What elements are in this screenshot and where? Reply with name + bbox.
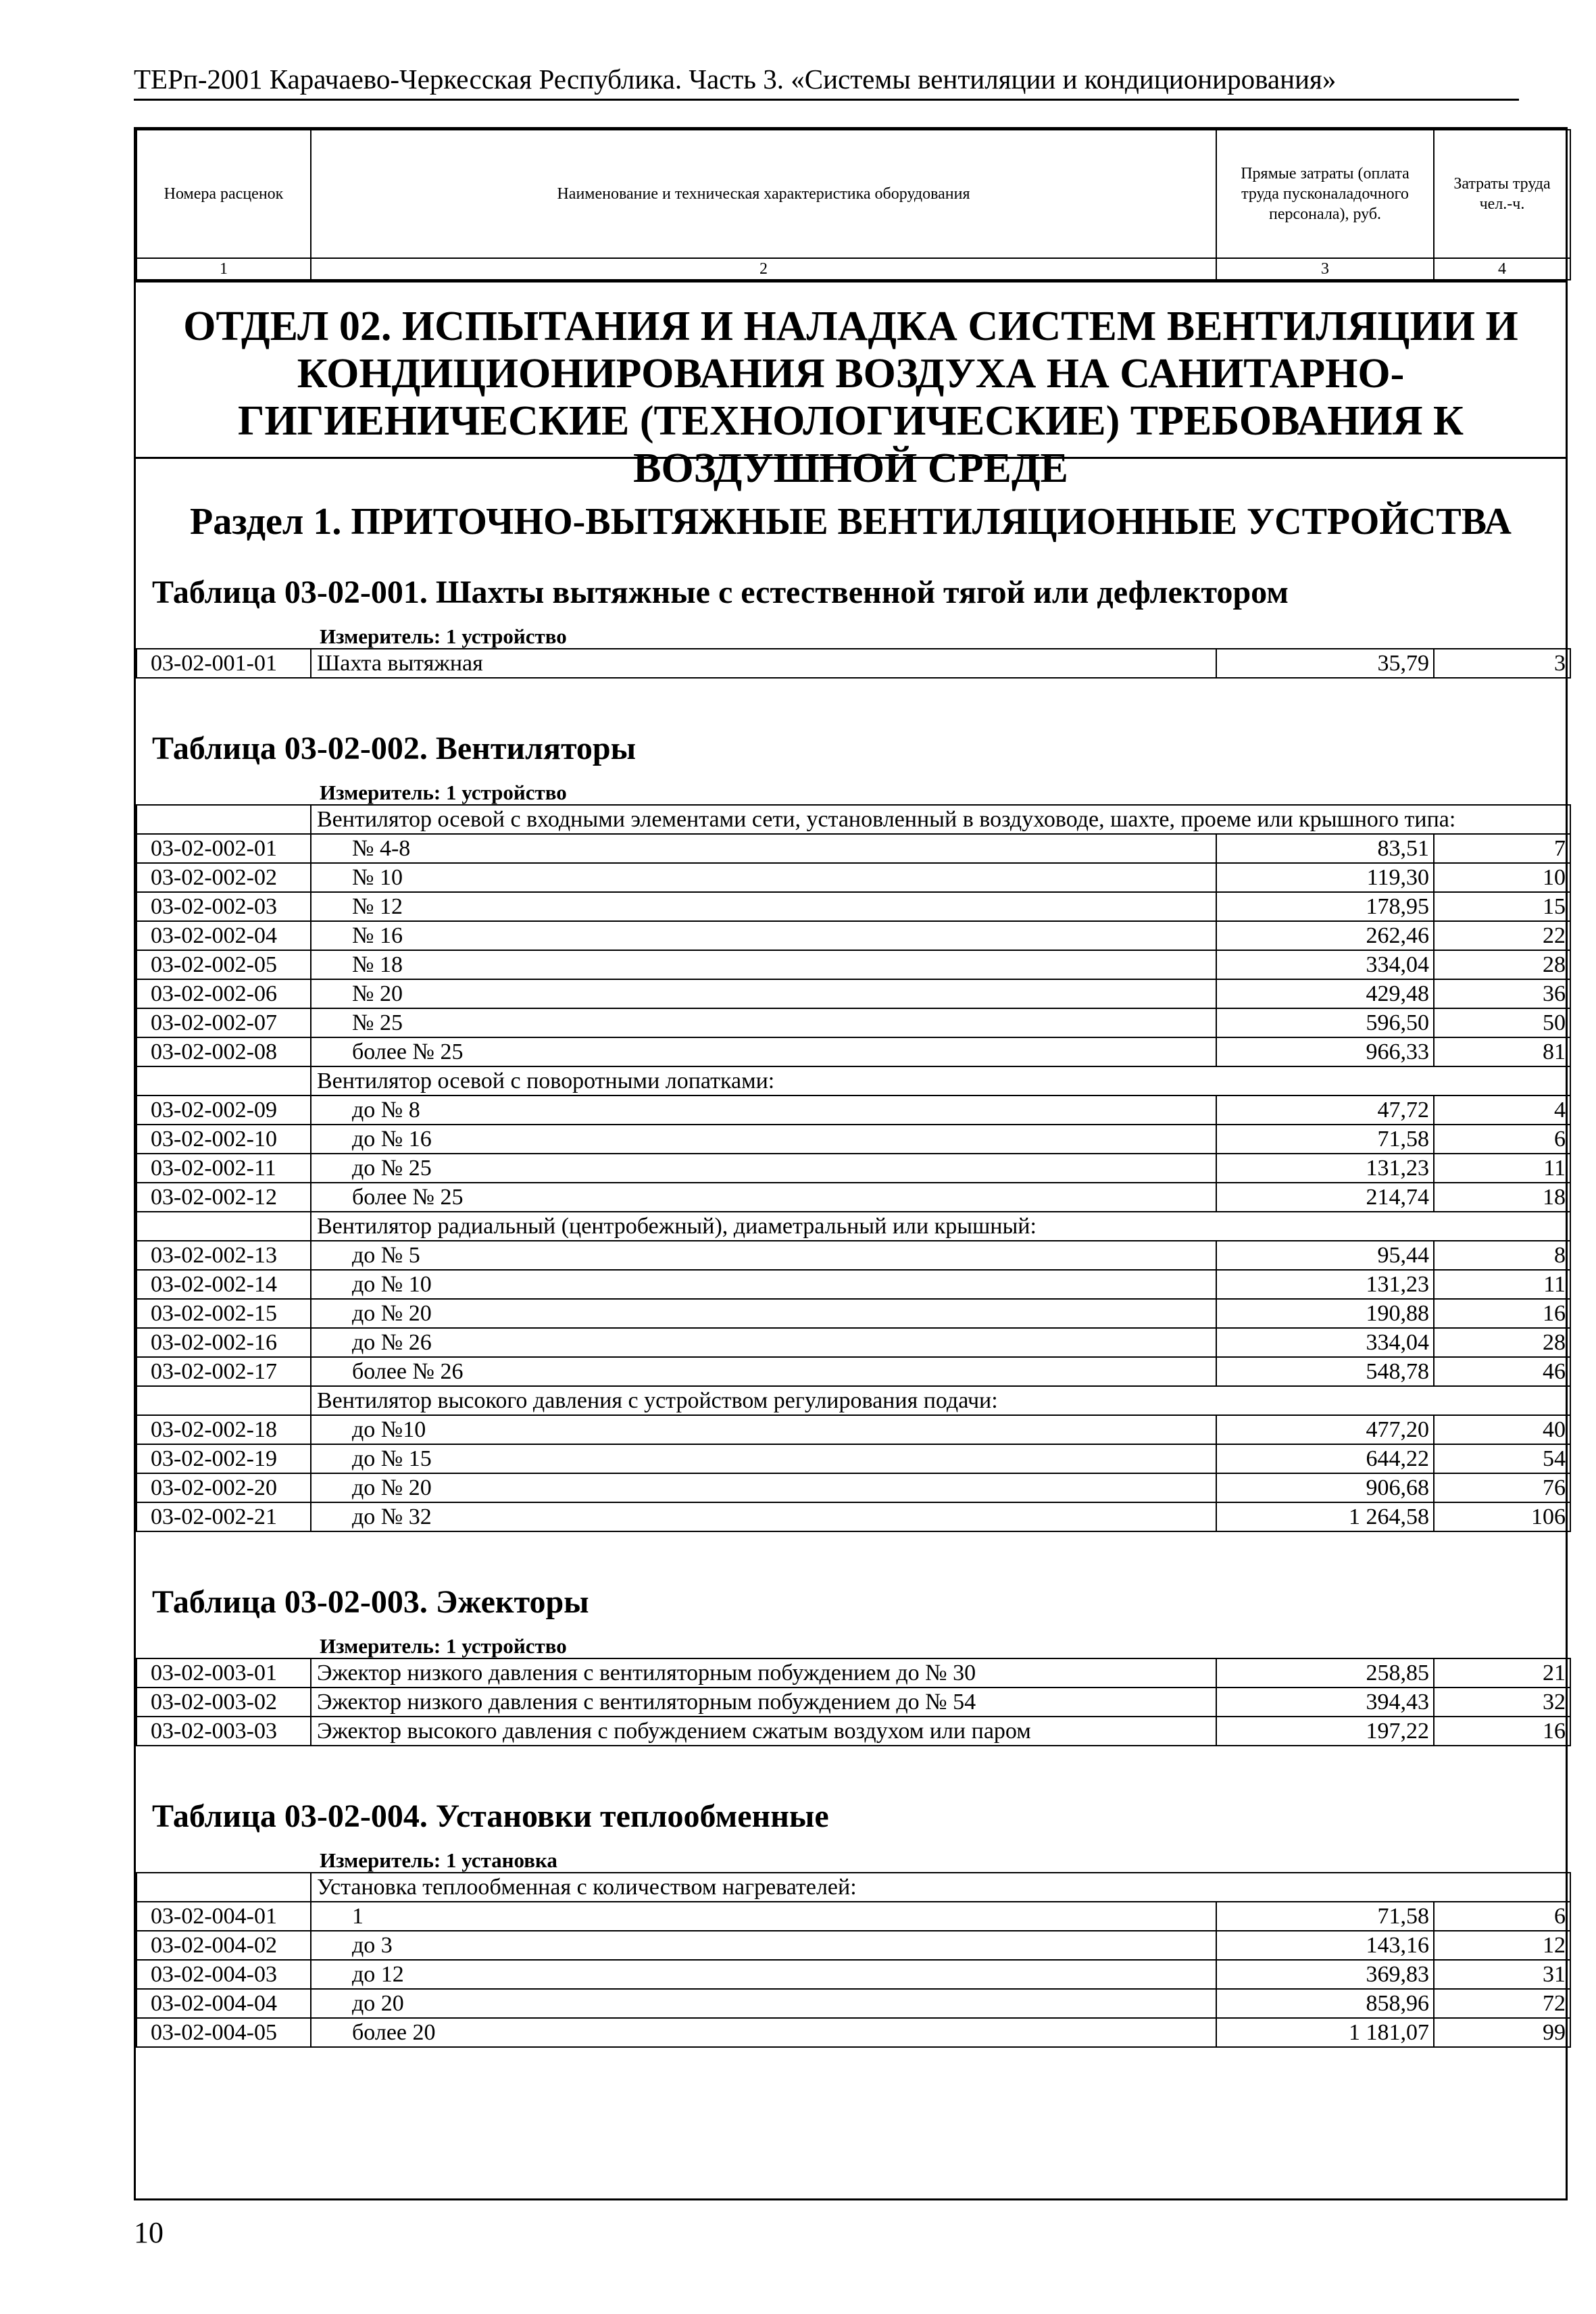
rate-code: 03-02-002-03	[136, 892, 311, 921]
table-row	[136, 649, 1570, 678]
empty-cell	[136, 1066, 311, 1096]
rate-code: 03-02-002-07	[136, 1008, 311, 1037]
table-row	[136, 834, 1570, 863]
labor-cost: 18	[1434, 1183, 1570, 1212]
labor-cost: 8	[1434, 1241, 1570, 1270]
table-row	[136, 1989, 1570, 2018]
empty-cell	[136, 805, 311, 834]
item-name: № 4-8	[311, 834, 1216, 863]
table-row	[136, 1328, 1570, 1357]
item-name: до № 20	[311, 1473, 1216, 1502]
item-name: № 25	[311, 1008, 1216, 1037]
labor-cost: 31	[1434, 1960, 1570, 1989]
table-row	[136, 921, 1570, 950]
item-name: № 12	[311, 892, 1216, 921]
group-label: Вентилятор радиальный (центробежный), диаметральный или крышный:	[311, 1212, 1570, 1241]
labor-cost: 106	[1434, 1502, 1570, 1531]
item-name: до № 26	[311, 1328, 1216, 1357]
labor-cost: 6	[1434, 1125, 1570, 1154]
rate-code: 03-02-002-14	[136, 1270, 311, 1299]
direct-cost: 197,22	[1216, 1717, 1434, 1746]
empty-cell	[136, 1212, 311, 1241]
rate-code: 03-02-004-02	[136, 1931, 311, 1960]
table-row	[136, 1008, 1570, 1037]
labor-cost: 7	[1434, 834, 1570, 863]
col-number: 1	[136, 258, 311, 280]
item-name: Эжектор высокого давления с побуждением сжатым воздухом или паром	[311, 1717, 1216, 1746]
direct-cost: 858,96	[1216, 1989, 1434, 2018]
direct-cost: 178,95	[1216, 892, 1434, 921]
measure-unit: Измеритель: 1 устройство	[320, 624, 567, 648]
rate-code: 03-02-003-02	[136, 1688, 311, 1717]
labor-cost: 50	[1434, 1008, 1570, 1037]
rate-code: 03-02-002-13	[136, 1241, 311, 1270]
direct-cost: 214,74	[1216, 1183, 1434, 1212]
table-row	[136, 1415, 1570, 1444]
direct-cost: 644,22	[1216, 1444, 1434, 1473]
col-header-codes: Номера расценок	[136, 130, 311, 258]
table-row	[136, 1960, 1570, 1989]
direct-cost: 334,04	[1216, 1328, 1434, 1357]
rate-code: 03-02-003-03	[136, 1717, 311, 1746]
labor-cost: 32	[1434, 1688, 1570, 1717]
item-name: № 10	[311, 863, 1216, 892]
labor-cost: 6	[1434, 1902, 1570, 1931]
table-row	[136, 950, 1570, 979]
rates-table	[136, 648, 1571, 679]
direct-cost: 1 264,58	[1216, 1502, 1434, 1531]
rate-code: 03-02-004-05	[136, 2018, 311, 2047]
rate-code: 03-02-002-17	[136, 1357, 311, 1386]
item-name: более 20	[311, 2018, 1216, 2047]
rate-code: 03-02-004-04	[136, 1989, 311, 2018]
table-row	[136, 1183, 1570, 1212]
direct-cost: 190,88	[1216, 1299, 1434, 1328]
item-name: до №10	[311, 1415, 1216, 1444]
rate-code: 03-02-002-02	[136, 863, 311, 892]
col-header-name: Наименование и техническая характеристика оборудования	[311, 130, 1216, 258]
direct-cost: 83,51	[1216, 834, 1434, 863]
col-header-labor: Затраты труда чел.-ч.	[1434, 130, 1570, 258]
labor-cost: 28	[1434, 1328, 1570, 1357]
group-label: Установка теплообменная с количеством нагревателей:	[311, 1873, 1570, 1902]
item-name: Эжектор низкого давления с вентиляторным побуждением до № 54	[311, 1688, 1216, 1717]
table-row	[136, 1037, 1570, 1066]
group-label: Вентилятор высокого давления с устройством регулирования подачи:	[311, 1386, 1570, 1415]
measure-unit: Измеритель: 1 устройство	[320, 1634, 567, 1658]
direct-cost: 429,48	[1216, 979, 1434, 1008]
group-row	[136, 1212, 1570, 1241]
direct-cost: 71,58	[1216, 1902, 1434, 1931]
item-name: более № 25	[311, 1037, 1216, 1066]
item-name: до № 25	[311, 1154, 1216, 1183]
item-name: до 20	[311, 1989, 1216, 2018]
labor-cost: 3	[1434, 649, 1570, 678]
department-heading: ОТДЕЛ 02. ИСПЫТАНИЯ И НАЛАДКА СИСТЕМ ВЕНТИЛЯЦИИ И КОНДИЦИОНИРОВАНИЯ ВОЗДУХА НА САНИТАРНО-ГИГИЕНИЧЕСКИЕ (ТЕХНОЛОГИЧЕСКИЕ) ТРЕБОВАНИЯ К ВОЗДУШНОЙ СРЕДЕ	[136, 280, 1566, 459]
table-row	[136, 892, 1570, 921]
table-row	[136, 979, 1570, 1008]
item-name: более № 25	[311, 1183, 1216, 1212]
table-row	[136, 1717, 1570, 1746]
rate-code: 03-02-002-19	[136, 1444, 311, 1473]
direct-cost: 47,72	[1216, 1096, 1434, 1125]
table-title: Таблица 03-02-003. Эжекторы	[152, 1584, 589, 1620]
labor-cost: 40	[1434, 1415, 1570, 1444]
rate-code: 03-02-002-15	[136, 1299, 311, 1328]
table-row	[136, 1357, 1570, 1386]
table-title: Таблица 03-02-002. Вентиляторы	[152, 731, 637, 766]
item-name: № 18	[311, 950, 1216, 979]
running-title: ТЕРп-2001 Карачаево-Черкесская Республика. Часть 3. «Системы вентиляции и кондиционирования»	[134, 62, 1519, 101]
col-number: 4	[1434, 258, 1570, 280]
tables-container	[136, 564, 1566, 2048]
direct-cost: 262,46	[1216, 921, 1434, 950]
rates-table	[136, 1658, 1571, 1746]
rate-code: 03-02-001-01	[136, 649, 311, 678]
labor-cost: 46	[1434, 1357, 1570, 1386]
rate-code: 03-02-002-06	[136, 979, 311, 1008]
direct-cost: 334,04	[1216, 950, 1434, 979]
rate-code: 03-02-002-01	[136, 834, 311, 863]
table-row	[136, 1931, 1570, 1960]
rate-code: 03-02-002-11	[136, 1154, 311, 1183]
rate-code: 03-02-002-12	[136, 1183, 311, 1212]
direct-cost: 95,44	[1216, 1241, 1434, 1270]
item-name: до 12	[311, 1960, 1216, 1989]
item-name: Шахта вытяжная	[311, 649, 1216, 678]
item-name: до № 15	[311, 1444, 1216, 1473]
labor-cost: 21	[1434, 1658, 1570, 1688]
item-name: до 3	[311, 1931, 1216, 1960]
item-name: до № 20	[311, 1299, 1216, 1328]
section-heading: Раздел 1. ПРИТОЧНО-ВЫТЯЖНЫЕ ВЕНТИЛЯЦИОННЫЕ УСТРОЙСТВА	[190, 501, 1512, 543]
labor-cost: 4	[1434, 1096, 1570, 1125]
direct-cost: 906,68	[1216, 1473, 1434, 1502]
labor-cost: 11	[1434, 1270, 1570, 1299]
direct-cost: 71,58	[1216, 1125, 1434, 1154]
rate-code: 03-02-002-09	[136, 1096, 311, 1125]
item-name: до № 16	[311, 1125, 1216, 1154]
rate-code: 03-02-002-10	[136, 1125, 311, 1154]
group-row	[136, 1066, 1570, 1096]
labor-cost: 16	[1434, 1717, 1570, 1746]
table-row	[136, 863, 1570, 892]
rate-code: 03-02-002-08	[136, 1037, 311, 1066]
item-name: более № 26	[311, 1357, 1216, 1386]
rates-table	[136, 804, 1571, 1532]
table-row	[136, 1473, 1570, 1502]
table-row	[136, 1154, 1570, 1183]
direct-cost: 119,30	[1216, 863, 1434, 892]
item-name: 1	[311, 1902, 1216, 1931]
labor-cost: 28	[1434, 950, 1570, 979]
rate-code: 03-02-002-04	[136, 921, 311, 950]
group-row	[136, 805, 1570, 834]
labor-cost: 16	[1434, 1299, 1570, 1328]
labor-cost: 11	[1434, 1154, 1570, 1183]
direct-cost: 258,85	[1216, 1658, 1434, 1688]
rate-code: 03-02-003-01	[136, 1658, 311, 1688]
item-name: № 16	[311, 921, 1216, 950]
col-header-direct-costs: Прямые затраты (оплата труда пусконаладочного персонала), руб.	[1216, 130, 1434, 258]
group-row	[136, 1873, 1570, 1902]
rate-code: 03-02-002-16	[136, 1328, 311, 1357]
table-row	[136, 1270, 1570, 1299]
rate-code: 03-02-004-03	[136, 1960, 311, 1989]
direct-cost: 548,78	[1216, 1357, 1434, 1386]
labor-cost: 99	[1434, 2018, 1570, 2047]
group-row	[136, 1386, 1570, 1415]
labor-cost: 81	[1434, 1037, 1570, 1066]
empty-cell	[136, 1873, 311, 1902]
item-name: Эжектор низкого давления с вентиляторным побуждением до № 30	[311, 1658, 1216, 1688]
labor-cost: 12	[1434, 1931, 1570, 1960]
measure-unit: Измеритель: 1 установка	[320, 1848, 557, 1872]
table-row	[136, 1658, 1570, 1688]
item-name: № 20	[311, 979, 1216, 1008]
empty-cell	[136, 1386, 311, 1415]
col-number: 2	[311, 258, 1216, 280]
direct-cost: 966,33	[1216, 1037, 1434, 1066]
direct-cost: 35,79	[1216, 649, 1434, 678]
labor-cost: 22	[1434, 921, 1570, 950]
direct-cost: 477,20	[1216, 1415, 1434, 1444]
direct-cost: 131,23	[1216, 1270, 1434, 1299]
column-header	[136, 129, 1571, 280]
table-row	[136, 1299, 1570, 1328]
direct-cost: 596,50	[1216, 1008, 1434, 1037]
direct-cost: 131,23	[1216, 1154, 1434, 1183]
labor-cost: 54	[1434, 1444, 1570, 1473]
item-name: до № 8	[311, 1096, 1216, 1125]
labor-cost: 76	[1434, 1473, 1570, 1502]
rate-code: 03-02-002-20	[136, 1473, 311, 1502]
table-row	[136, 1125, 1570, 1154]
col-number: 3	[1216, 258, 1434, 280]
group-label: Вентилятор осевой с поворотными лопатками:	[311, 1066, 1570, 1096]
rate-code: 03-02-002-18	[136, 1415, 311, 1444]
labor-cost: 72	[1434, 1989, 1570, 2018]
rate-code: 03-02-002-21	[136, 1502, 311, 1531]
page-number: 10	[134, 2216, 164, 2249]
table-title: Таблица 03-02-001. Шахты вытяжные с естественной тягой или дефлектором	[152, 574, 1289, 610]
table-row	[136, 1688, 1570, 1717]
rate-code: 03-02-002-05	[136, 950, 311, 979]
rates-table	[136, 1872, 1571, 2048]
labor-cost: 36	[1434, 979, 1570, 1008]
direct-cost: 143,16	[1216, 1931, 1434, 1960]
rate-code: 03-02-004-01	[136, 1902, 311, 1931]
item-name: до № 5	[311, 1241, 1216, 1270]
table-row	[136, 1502, 1570, 1531]
direct-cost: 394,43	[1216, 1688, 1434, 1717]
table-row	[136, 1096, 1570, 1125]
item-name: до № 10	[311, 1270, 1216, 1299]
group-label: Вентилятор осевой с входными элементами сети, установленный в воздуховоде, шахте, проеме или крышного типа:	[311, 805, 1570, 834]
direct-cost: 369,83	[1216, 1960, 1434, 1989]
labor-cost: 15	[1434, 892, 1570, 921]
table-row	[136, 1241, 1570, 1270]
labor-cost: 10	[1434, 863, 1570, 892]
table-title: Таблица 03-02-004. Установки теплообменные	[152, 1798, 829, 1834]
measure-unit: Измеритель: 1 устройство	[320, 781, 567, 804]
table-row	[136, 2018, 1570, 2047]
table-row	[136, 1902, 1570, 1931]
direct-cost: 1 181,07	[1216, 2018, 1434, 2047]
table-row	[136, 1444, 1570, 1473]
item-name: до № 32	[311, 1502, 1216, 1531]
price-table-frame	[134, 127, 1568, 2200]
